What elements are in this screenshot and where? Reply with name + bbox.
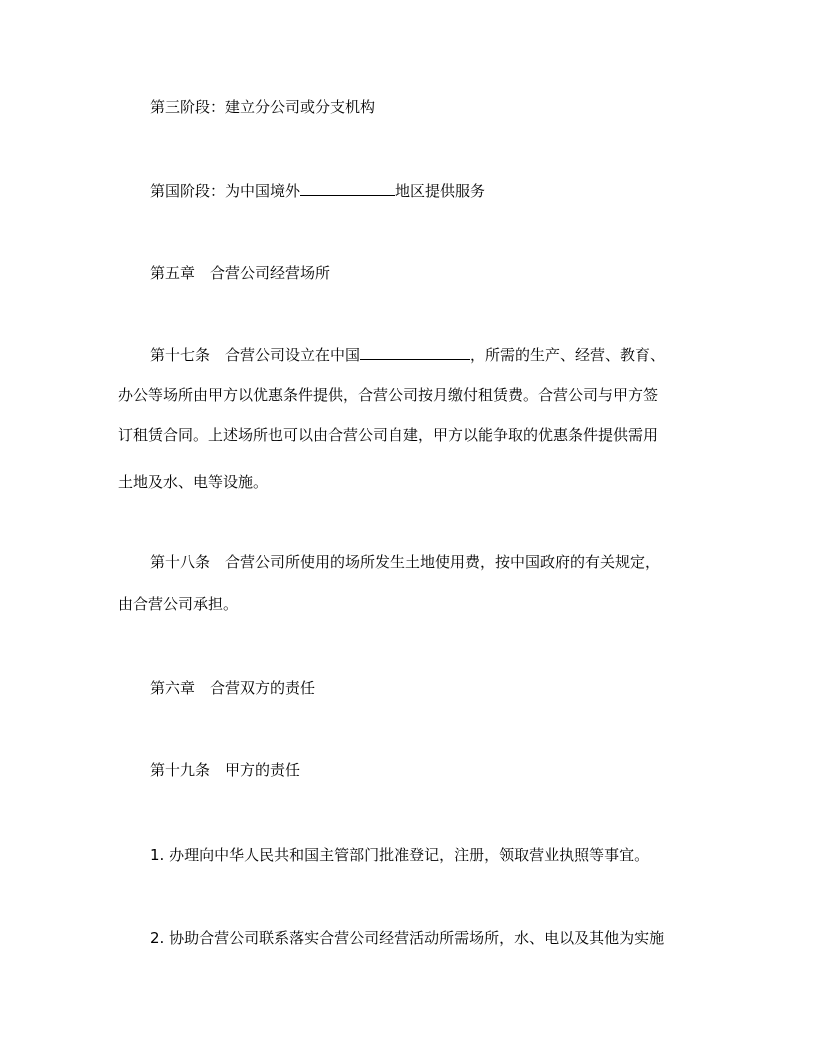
stage-3-line: 第三阶段：建立分公司或分支机构	[150, 98, 376, 116]
stage-4-line	[150, 181, 718, 201]
article-17-text-after: ，所需的生产、经营、教育、	[470, 346, 666, 364]
article-17-text-before: 第十七条 合营公司设立在中国	[150, 346, 361, 364]
stage-4-blank	[300, 181, 395, 196]
stage-4-text-after: 地区提供服务	[395, 182, 486, 200]
article-19-heading: 第十九条 甲方的责任	[150, 761, 301, 779]
chapter-5-heading: 第五章 合营公司经营场所	[150, 264, 331, 282]
article-17-line-4: 土地及水、电等设施。	[118, 473, 269, 491]
article-18-line-1: 第十八条 合营公司所使用的场所发生土地使用费，按中国政府的有关规定，	[150, 553, 661, 571]
chapter-6-heading: 第六章 合营双方的责任	[150, 679, 316, 697]
stage-4-text-before: 第国阶段：为中国境外	[150, 182, 301, 200]
article-17-line-1	[150, 345, 718, 365]
article-17-blank	[360, 345, 470, 360]
article-17-line-2: 办公等场所由甲方以优惠条件提供，合营公司按月缴付租赁费。合营公司与甲方签	[118, 386, 659, 404]
item-2: 2. 协助合营公司联系落实合营公司经营活动所需场所，水、电以及其他为实施	[150, 929, 665, 947]
article-17-line-3: 订租赁合同。上述场所也可以由合营公司自建，甲方以能争取的优惠条件提供需用	[118, 426, 659, 444]
item-1: 1. 办理向中华人民共和国主管部门批准登记，注册，领取营业执照等事宜。	[150, 846, 650, 864]
article-18-line-2: 由合营公司承担。	[118, 595, 239, 613]
